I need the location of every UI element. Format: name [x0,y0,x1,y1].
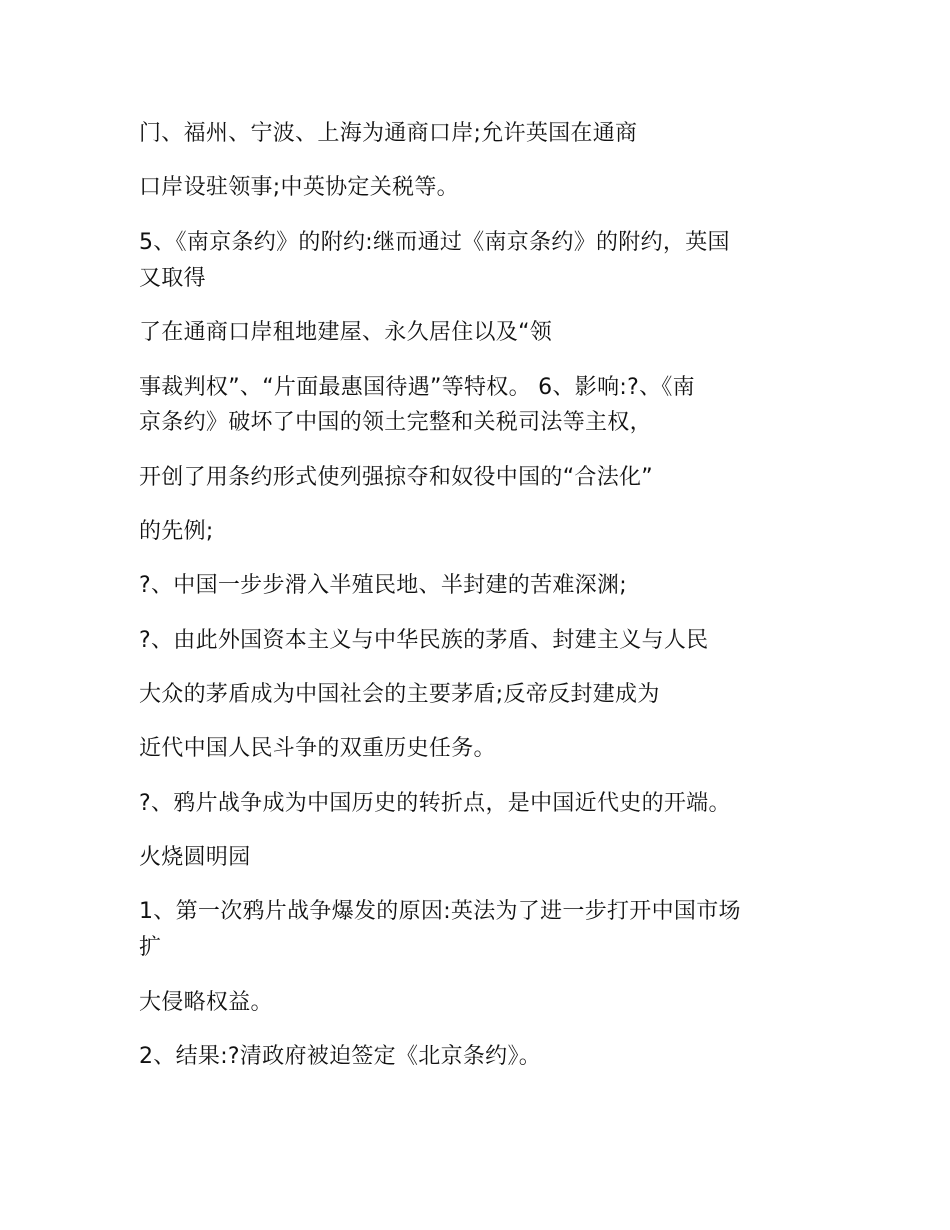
section-heading: 火烧圆明园 [139,845,251,870]
text-line: 的先例; [139,519,214,544]
text-line: 1、第一次鸦片战争爆发的原因:英法为了进一步打开中国市场 [139,899,741,924]
text-line: 大众的茅盾成为中国社会的主要茅盾;反帝反封建成为 [139,682,660,707]
text-line: 口岸设驻领事;中英协定关税等。 [139,175,459,200]
text-line: ?、鸦片战争成为中国历史的转折点，是中国近代史的开端。 [139,791,731,816]
text-line: 扩 [139,935,162,960]
text-line: ?、中国一步步滑入半殖民地、半封建的苦难深渊; [139,573,627,598]
text-line: 了在通商口岸租地建屋、永久居住以及“领 [139,320,553,345]
text-line: 门、福州、宁波、上海为通商口岸;允许英国在通商 [139,121,638,146]
text-line: 2、结果:?清政府被迫签定《北京条约》。 [139,1044,542,1069]
text-line: 事裁判权”、“片面最惠国待遇”等特权。 6、影响:?、《南 [139,375,695,400]
text-line: 京条约》破坏了中国的领土完整和关税司法等主权， [139,410,652,435]
text-line: 近代中国人民斗争的双重历史任务。 [139,736,496,761]
text-line: 大侵略权益。 [139,990,273,1015]
text-line: ?、由此外国资本主义与中华民族的茅盾、封建主义与人民 [139,628,709,653]
text-line: 开创了用条约形式使列强掠夺和奴役中国的“合法化” [139,465,653,490]
text-line: 5、《南京条约》的附约:继而通过《南京条约》的附约，英国 [139,230,730,255]
text-line: 又取得 [139,266,206,291]
